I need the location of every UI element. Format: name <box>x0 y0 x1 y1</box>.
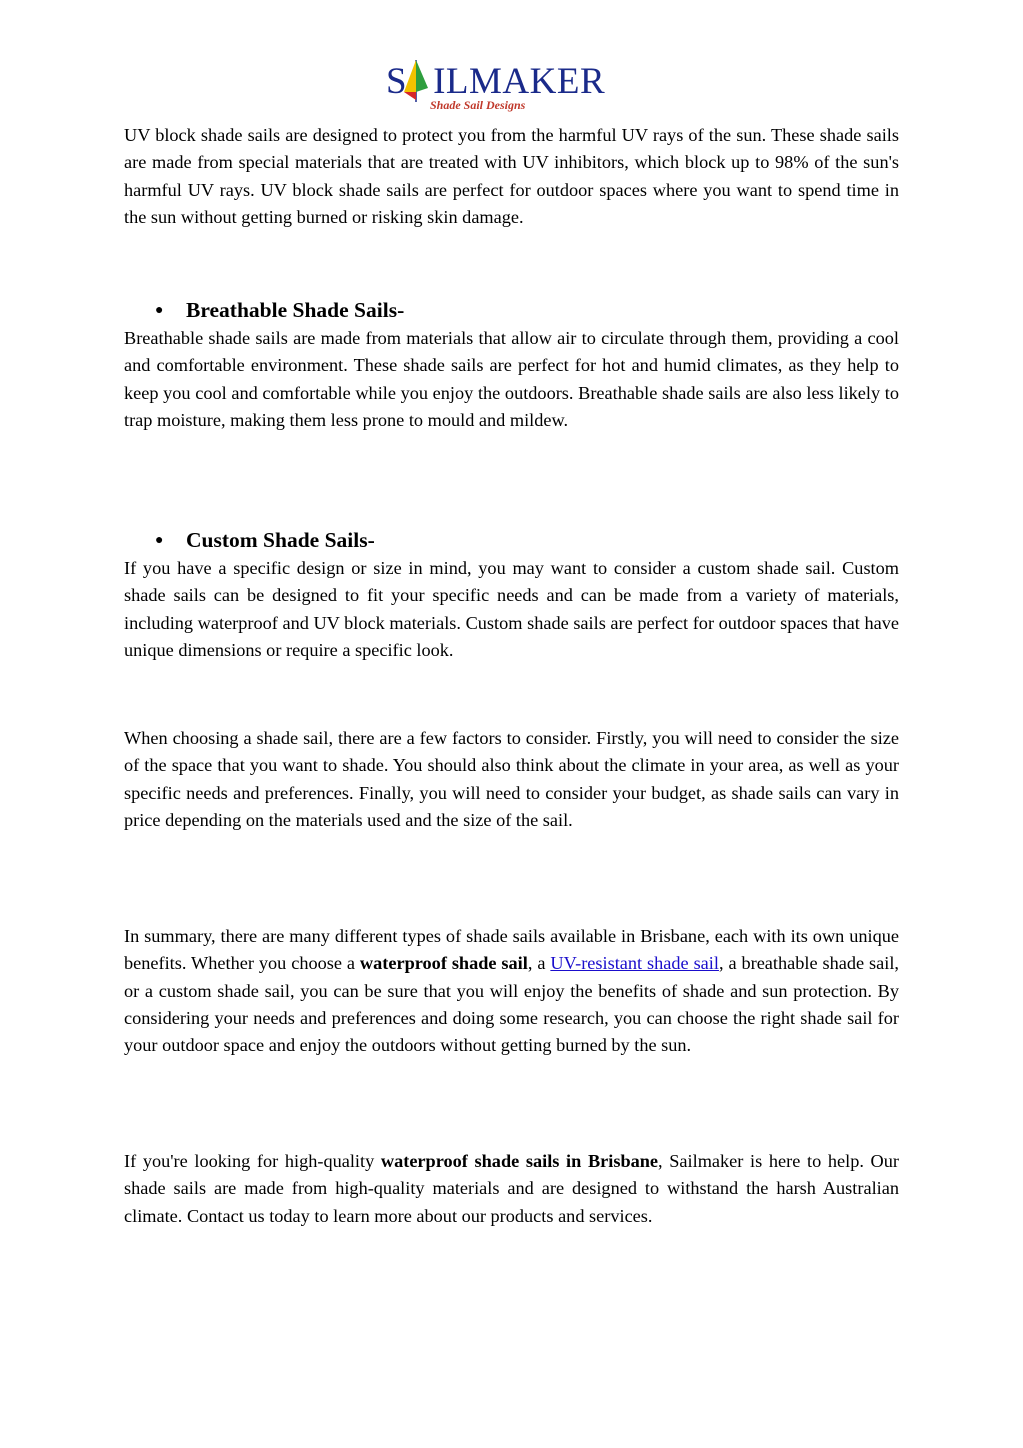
waterproof-shade-sails-brisbane-bold: waterproof shade sails in Brisbane <box>380 1151 659 1171</box>
closing-text-1: If you're looking for high-quality <box>124 1151 381 1171</box>
logo-word-part1: S <box>386 61 408 102</box>
logo-tagline: Shade Sail Designs <box>430 98 526 112</box>
closing-text-2: , Sailmaker is here to help. Our shade sails are made from high-quality materials and are designed to withstand the harsh Australian climate. Contact us today to learn more about our products and services. <box>124 1151 899 1226</box>
breathable-heading <box>155 296 404 325</box>
summary-text-3: , a breathable shade sail, or a custom shade sail, you can be sure that you will enjoy the benefits of shade and sun protection. By considering your needs and preferences and doing some research, you can choose the right shade sail for your outdoor space and enjoy the outdoors without getting burned by the sun. <box>124 953 899 1056</box>
closing-paragraph <box>124 1148 899 1230</box>
uv-block-paragraph: UV block shade sails are designed to protect you from the harmful UV rays of the sun. These shade sails are made from special materials that are treated with UV inhibitors, which block up to 98% of the sun's harmful UV rays. UV block shade sails are perfect for outdoor spaces where you want to spend time in the sun without getting burned or risking skin damage. <box>124 125 899 227</box>
choosing-paragraph: When choosing a shade sail, there are a few factors to consider. Firstly, you will need to consider the size of the space that you want to shade. You should also think about the climate in your area, as well as your specific needs and preferences. Finally, you will need to consider your budget, as shade sails can vary in price depending on the materials used and the size of the sail. <box>124 728 899 830</box>
logo-word-part2: ILMAKER <box>433 61 606 102</box>
bullet-icon: ● <box>155 303 164 318</box>
bullet-icon: ● <box>155 533 164 548</box>
waterproof-shade-sail-bold: waterproof shade sail <box>359 953 528 974</box>
summary-paragraph <box>124 923 899 1059</box>
summary-text-1: In summary, there are many different types of shade sails available in Brisbane, each with its own unique benefits. Whether you choose a <box>124 926 899 974</box>
breathable-paragraph: Breathable shade sails are made from materials that allow air to circulate through them, providing a cool and comfortable environment. These shade sails are perfect for hot and humid climates, as they help to keep you cool and comfortable while you enjoy the outdoors. Breathable shade sails are also less likely to trap moisture, making them less prone to mould and mildew. <box>124 328 899 430</box>
breathable-heading-text: Breathable Shade Sails- <box>186 298 405 322</box>
custom-paragraph: If you have a specific design or size in mind, you may want to consider a custom shade sail. Custom shade sails can be designed to fit your specific needs and can be made from a variety of materials, including waterproof and UV block materials. Custom shade sails are perfect for outdoor spaces that have unique dimensions or require a specific look. <box>124 558 899 660</box>
sailmaker-logo[interactable] <box>386 58 646 116</box>
uv-resistant-shade-sail-link[interactable]: UV-resistant shade sail <box>550 953 719 974</box>
custom-heading-text: Custom Shade Sails- <box>186 528 375 552</box>
summary-text-2: , a <box>527 953 551 974</box>
sail-icon <box>400 58 430 104</box>
custom-heading <box>155 526 375 555</box>
